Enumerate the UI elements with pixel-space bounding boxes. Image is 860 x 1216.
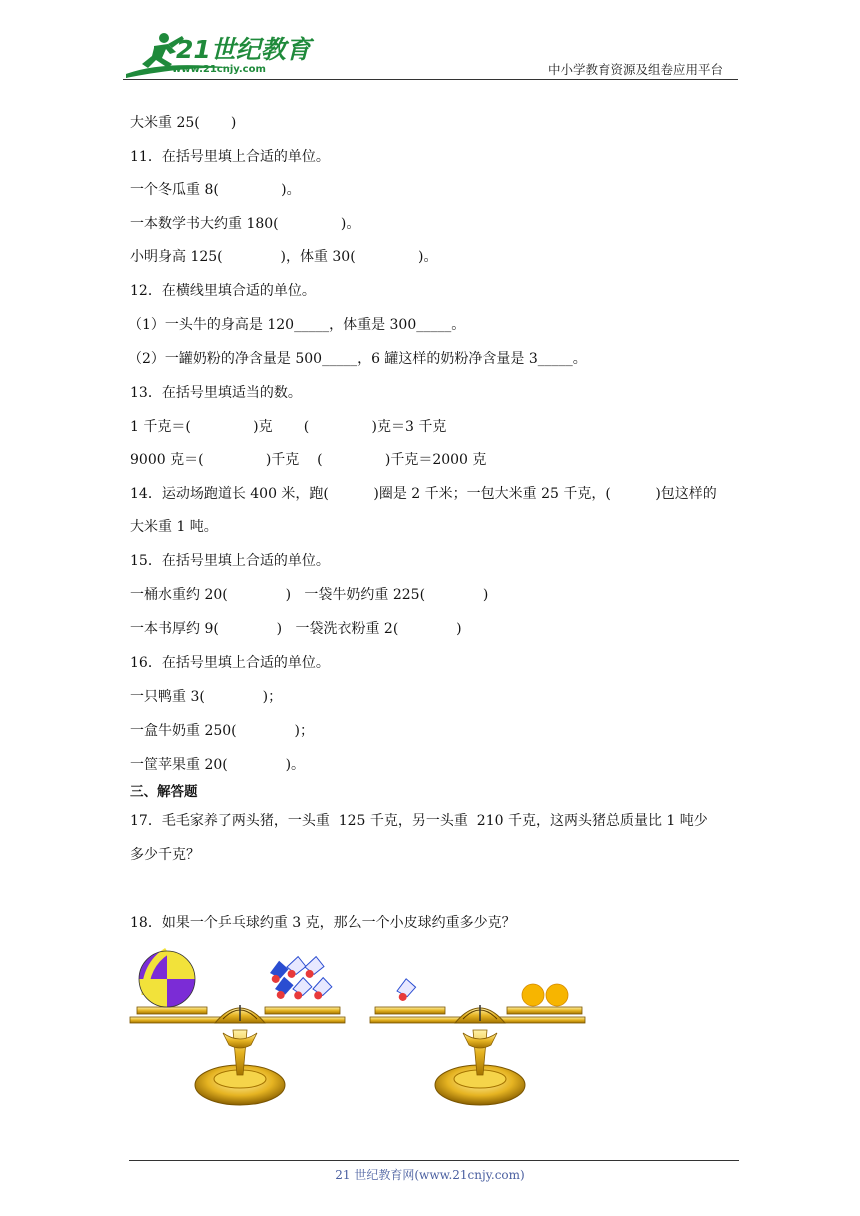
header-divider	[123, 79, 738, 80]
text-line: （1）一头牛的身高是 120_____，体重是 300_____。	[128, 317, 466, 333]
text-line: 多少千克？	[130, 847, 200, 863]
footer-divider	[129, 1160, 739, 1161]
text-line: 1 千克＝( )克 ( )克＝3 千克	[130, 419, 447, 435]
text-line: 大米重 25( )	[130, 115, 237, 131]
text-line: 一盒牛奶重 250( )；	[130, 723, 314, 739]
question-17: 17．毛毛家养了两头猪，一头重 125 千克，另一头重 210 千克，这两头猪总质量比 1 吨少	[130, 813, 708, 829]
question-16: 16．在括号里填上合适的单位。	[130, 655, 330, 671]
section-heading: 三、解答题	[130, 784, 198, 800]
shuttlecocks-icon	[265, 955, 334, 1001]
question-12: 12．在横线里填合适的单位。	[130, 283, 316, 299]
platform-title: 中小学教育资源及组卷应用平台	[547, 62, 723, 77]
text-line: 一桶水重约 20( ) 一袋牛奶约重 225( )	[130, 587, 489, 603]
logo-url: www.21cnjy.com	[172, 64, 266, 75]
right-balance-scale-icon	[370, 977, 585, 1105]
question-11: 11．在括号里填上合适的单位。	[130, 149, 330, 165]
logo-text: 21世纪教育	[176, 35, 311, 64]
question-18: 18．如果一个乒乓球约重 3 克，那么一个小皮球约重多少克？	[130, 915, 516, 931]
text-line: 9000 克＝( )千克 ( )千克＝2000 克	[130, 452, 487, 468]
text-line: （2）一罐奶粉的净含量是 500_____，6 罐这样的奶粉净含量是 3_____。	[128, 351, 587, 367]
question-13: 13．在括号里填适当的数。	[130, 385, 302, 401]
question-14: 14．运动场跑道长 400 米，跑( )圈是 2 千米；一包大米重 25 千克，( )包这样的	[130, 486, 717, 502]
page-header	[0, 0, 860, 90]
text-line: 一筐苹果重 20( )。	[130, 757, 306, 773]
text-line: 一个冬瓜重 8( )。	[130, 182, 301, 198]
striped-ball-icon	[139, 951, 195, 1007]
question-15: 15．在括号里填上合适的单位。	[130, 553, 330, 569]
text-line: 一本数学书大约重 180( )。	[130, 216, 361, 232]
text-line: 小明身高 125( )，体重 30( )。	[130, 249, 438, 265]
ping-pong-balls-icon	[522, 984, 568, 1006]
footer-text: 21 世纪教育网(www.21cnjy.com)	[335, 1168, 525, 1182]
left-balance-scale-icon	[130, 951, 345, 1105]
shuttlecock-icon	[392, 977, 418, 1003]
text-line: 一只鸭重 3( )；	[130, 689, 283, 705]
text-line: 大米重 1 吨。	[130, 519, 218, 535]
balance-scales-figure	[125, 945, 595, 1115]
text-line: 一本书厚约 9( ) 一袋洗衣粉重 2( )	[130, 621, 462, 637]
